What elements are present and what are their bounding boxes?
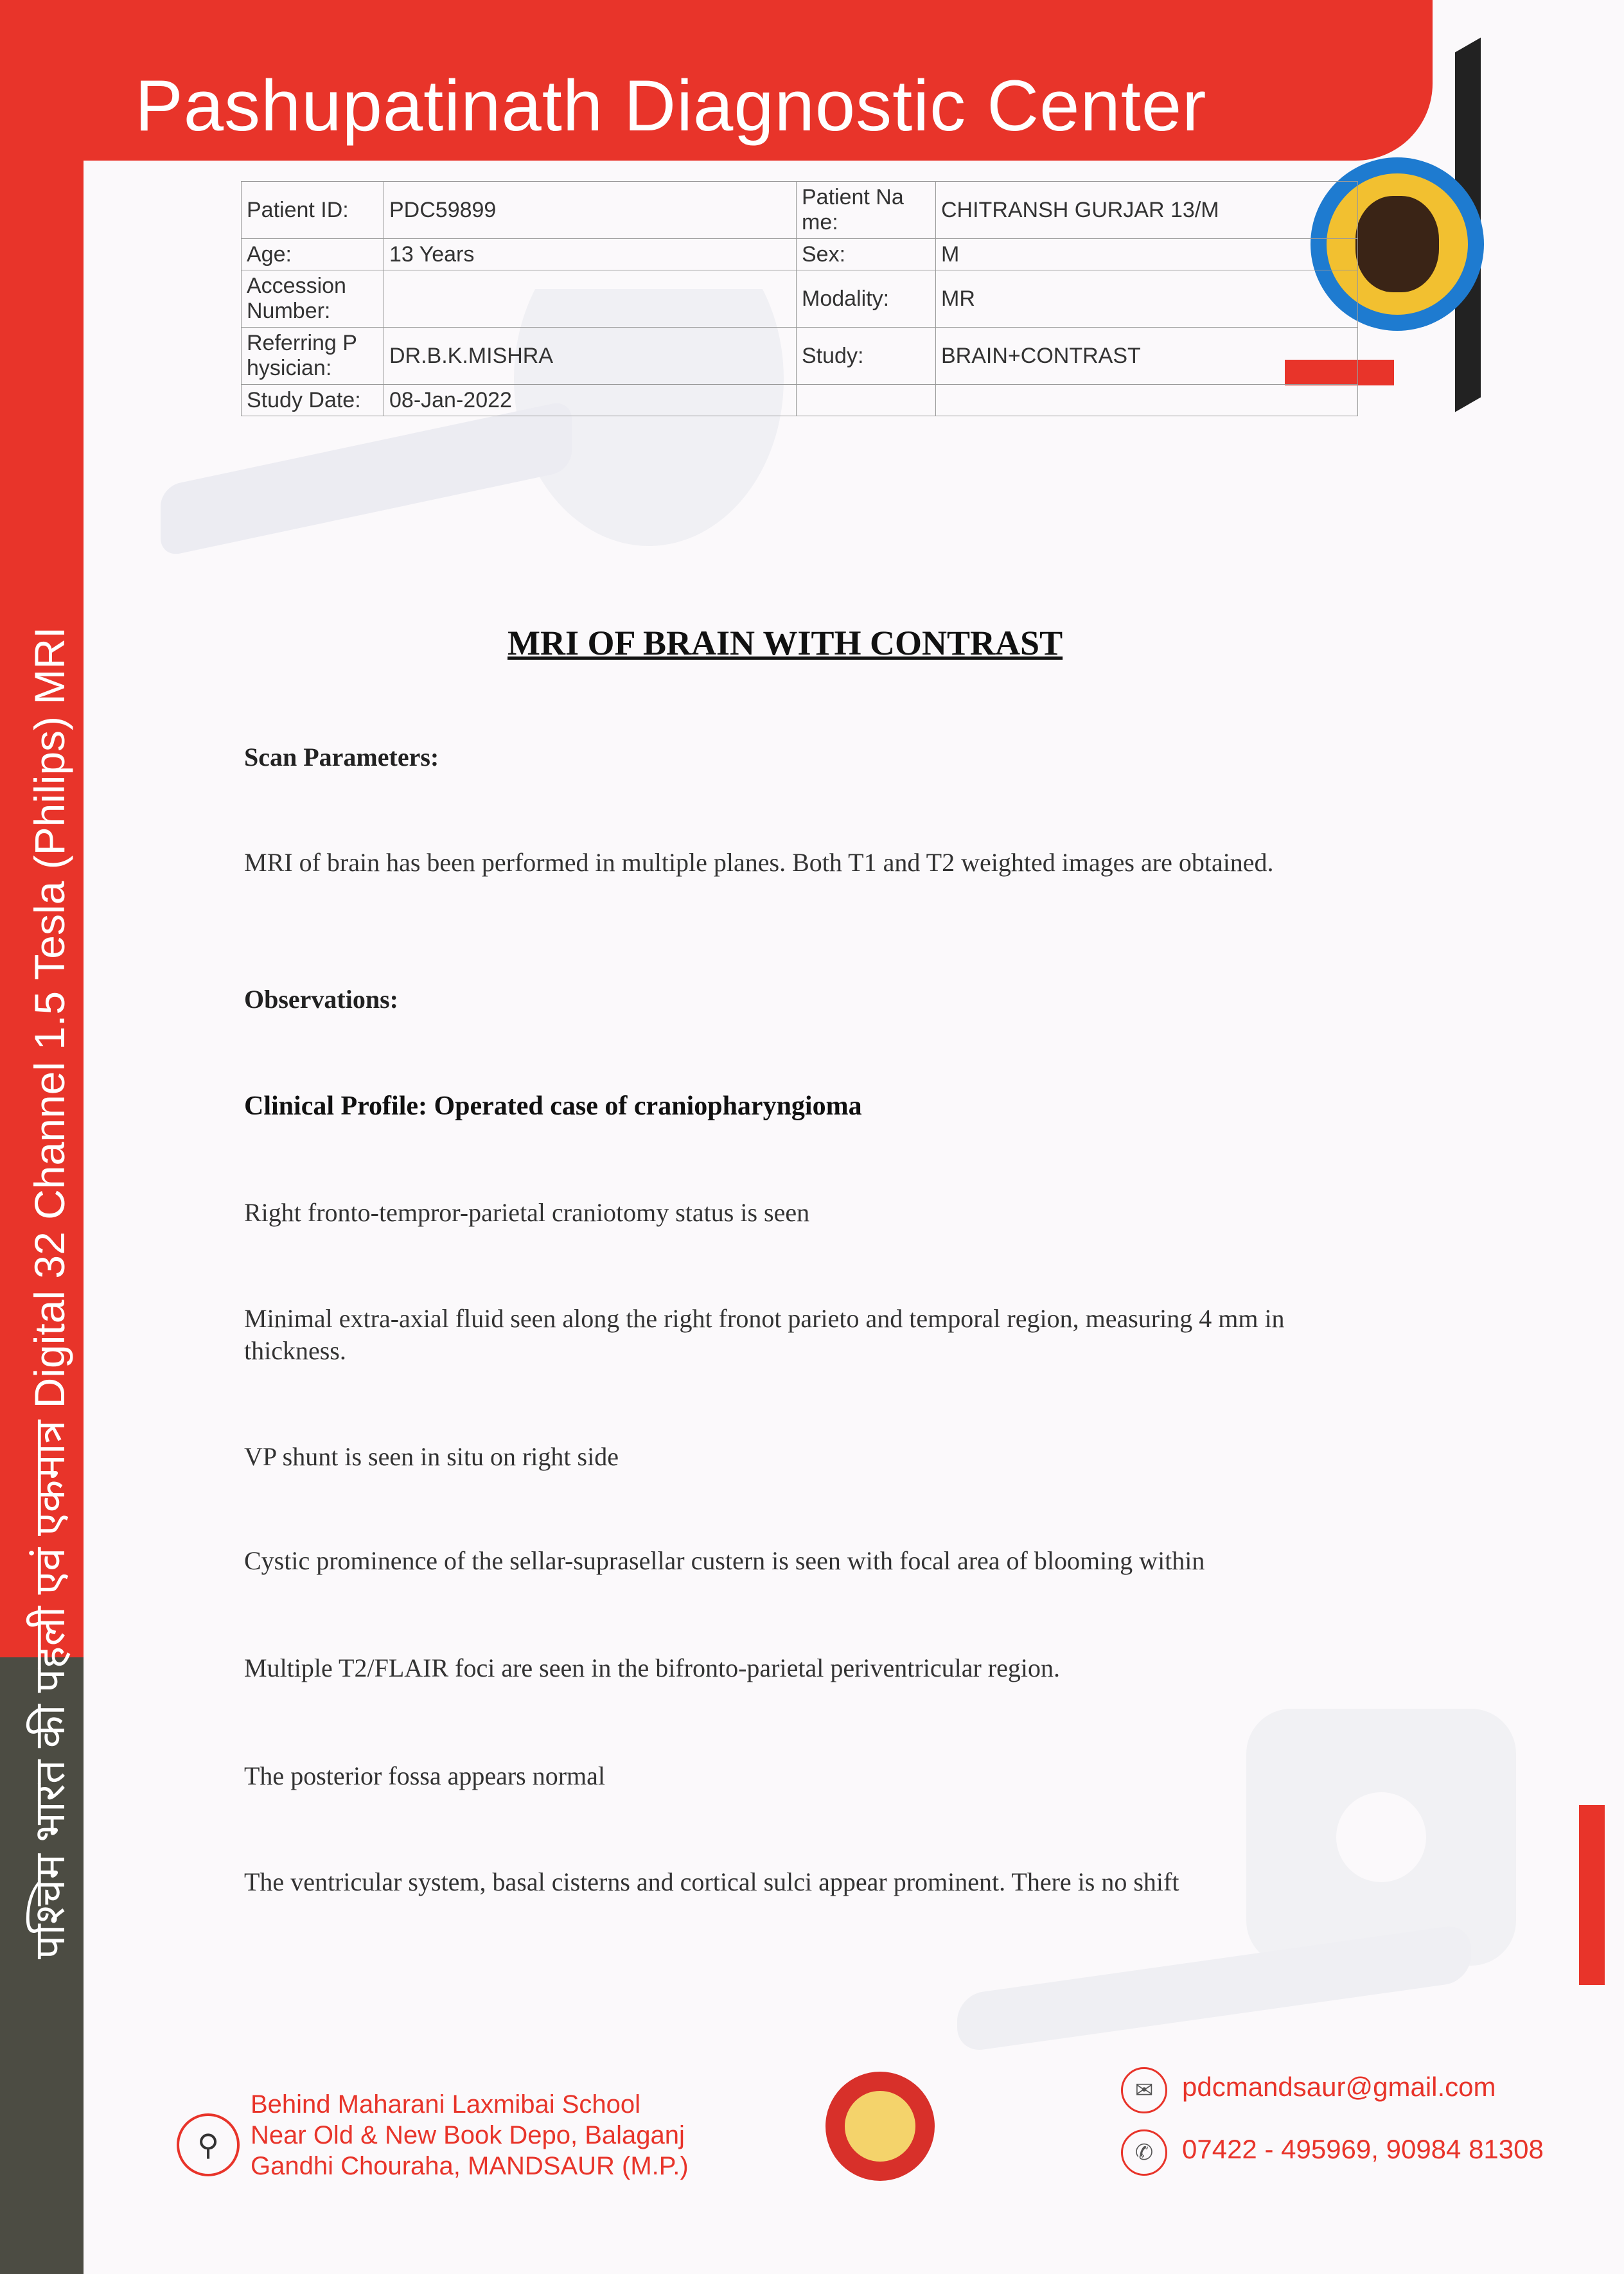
age-label: Age: [242,239,384,270]
email-icon: ✉ [1121,2067,1167,2113]
modality-value: MR [936,270,1358,328]
scan-parameters-text: MRI of brain has been performed in multiple planes. Both T1 and T2 weighted images are obtained. [244,848,1274,877]
patient-id-label: Patient ID: [242,182,384,239]
address-line: Behind Maharani Laxmibai School [251,2090,641,2119]
study-date-value: 08-Jan-2022 [384,385,797,416]
sex-value: M [936,239,1358,270]
study-label: Study: [797,328,936,385]
address-block [251,2089,689,2181]
center-name: Pashupatinath Diagnostic Center [135,66,1207,146]
finding-item: Multiple T2/FLAIR foci are seen in the bifronto-parietal periventricular region. [244,1653,1060,1682]
patient-name-value: CHITRANSH GURJAR 13/M [936,182,1358,239]
finding-item: Right fronto-tempror-parietal craniotomy status is seen [244,1198,810,1227]
deity-icon [1355,196,1439,292]
patient-name-label: Patient Na me: [797,182,936,239]
referring-label: Referring P hysician: [242,328,384,385]
report-title: MRI OF BRAIN WITH CONTRAST [508,624,1063,662]
ct-bed-graphic [957,1923,1471,2053]
accession-label: Accession Number: [242,270,384,328]
phone-numbers[interactable]: 07422 - 495969, 90984 81308 [1182,2134,1544,2164]
finding-item: VP shunt is seen in situ on right side [244,1442,619,1471]
accession-value [384,270,797,328]
decorative-tab [1579,1805,1605,1985]
mri-table-graphic [161,400,572,558]
beti-bachao-seal-icon [825,2072,935,2181]
address-line: Near Old & New Book Depo, Balaganj [251,2121,685,2149]
sex-label: Sex: [797,239,936,270]
observations-heading: Observations: [244,985,398,1014]
phone-icon: ✆ [1121,2129,1167,2176]
finding-item: Minimal extra-axial fluid seen along the right fronot parieto and temporal region, measuring 4 mm in thickness. [244,1304,1285,1365]
scan-parameters-heading: Scan Parameters: [244,743,439,771]
location-pin-icon: ⚲ [177,2113,240,2176]
clinical-profile: Clinical Profile: Operated case of craniopharyngioma [244,1091,862,1121]
finding-item: Cystic prominence of the sellar-suprasellar custern is seen with focal area of blooming within [244,1546,1205,1575]
patient-id-value: PDC59899 [384,182,797,239]
age-value: 13 Years [384,239,797,270]
study-date-label: Study Date: [242,385,384,416]
patient-info-table [241,181,1358,416]
finding-item: The posterior fossa appears normal [244,1761,606,1790]
address-line: Gandhi Chouraha, MANDSAUR (M.P.) [251,2152,689,2180]
email-address[interactable]: pdcmandsaur@gmail.com [1182,2072,1496,2102]
modality-label: Modality: [797,270,936,328]
finding-item: The ventricular system, basal cisterns and cortical sulci appear prominent. There is no shift [244,1867,1179,1896]
side-banner-text: पश्चिम भारत की पहली एवं एकमात्र Digital 32 Channel 1.5 Tesla (Philips) MRI [26,626,73,1959]
referring-value: DR.B.K.MISHRA [384,328,797,385]
study-value: BRAIN+CONTRAST [936,328,1358,385]
